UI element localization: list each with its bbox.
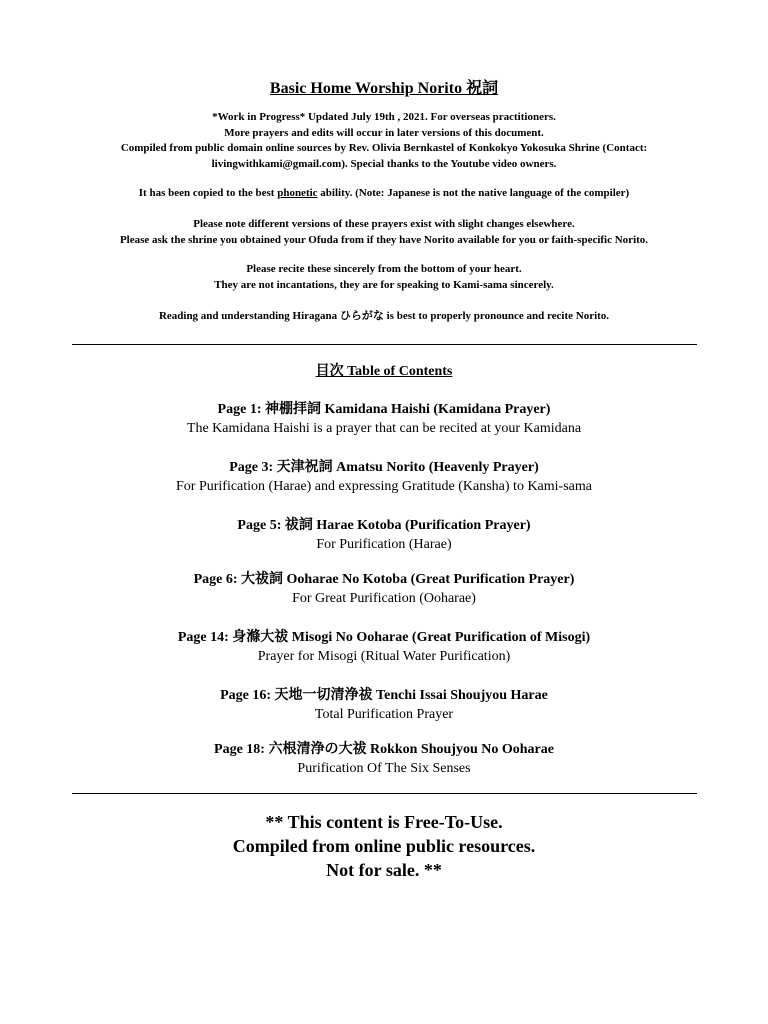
toc-entry <box>0 516 768 554</box>
intro-line: *Work in Progress* Updated July 19th , 2021. For overseas practitioners. <box>212 111 556 123</box>
intro-block-hiragana <box>0 309 768 325</box>
toc-entry-description: Purification Of The Six Senses <box>297 761 471 776</box>
toc-entry-description: For Purification (Harae) and expressing Gratitude (Kansha) to Kami-sama <box>176 479 592 494</box>
phonetic-note <box>0 186 768 202</box>
divider <box>72 793 697 794</box>
toc-entry <box>0 628 768 666</box>
toc-entry-description: For Purification (Harae) <box>316 537 452 552</box>
toc-entry-heading: Page 1: 神棚拝詞 Kamidana Haishi (Kamidana Prayer) <box>217 402 551 417</box>
intro-block-sincerity <box>0 262 768 293</box>
toc-entry-description: The Kamidana Haishi is a prayer that can be recited at your Kamidana <box>186 421 582 436</box>
toc-entry-heading: Page 5: 祓詞 Harae Kotoba (Purification Prayer) <box>237 518 531 533</box>
footer-line: Compiled from online public resources. <box>232 836 536 856</box>
phonetic-note-after: ability. (Note: Japanese is not the native language of the compiler) <box>317 187 630 199</box>
toc-entry-description: Prayer for Misogi (Ritual Water Purification) <box>257 649 511 664</box>
intro-line: Please note different versions of these prayers exist with slight changes elsewhere. <box>193 218 575 230</box>
intro-line: Compiled from public domain online sources by Rev. Olivia Bernkastel of Konkokyo Yokosuka Shrine (Contact: <box>120 142 648 154</box>
toc-entry <box>0 458 768 496</box>
toc-entry-description: Total Purification Prayer <box>314 707 454 722</box>
toc-entry-description: For Great Purification (Ooharae) <box>292 591 476 606</box>
toc-entry-heading: Page 14: 身滌大祓 Misogi No Ooharae (Great Purification of Misogi) <box>177 630 591 645</box>
intro-block-phonetic <box>0 186 768 202</box>
toc-entry <box>0 686 768 724</box>
intro-line: Please recite these sincerely from the bottom of your heart. <box>246 263 522 275</box>
divider <box>72 344 697 345</box>
toc-entry <box>0 740 768 778</box>
intro-line: They are not incantations, they are for speaking to Kami-sama sincerely. <box>214 278 554 291</box>
document-title: Basic Home Worship Norito 祝詞 <box>269 80 499 97</box>
toc-entry <box>0 570 768 608</box>
intro-block-versions <box>0 217 768 248</box>
toc-entry-heading: Page 16: 天地一切清浄祓 Tenchi Issai Shoujyou Harae <box>220 688 548 703</box>
phonetic-note-before: It has been copied to the best <box>138 187 278 199</box>
intro-line: Please ask the shrine you obtained your Ofuda from if they have Norito available for you or faith-specific Norito. <box>119 233 649 246</box>
intro-block-updates <box>0 110 768 172</box>
footer-line: ** This content is Free-To-Use. <box>265 812 503 832</box>
intro-line: livingwithkami@gmail.com). Special thanks to the Youtube video owners. <box>211 157 557 170</box>
toc-heading: 目次 Table of Contents <box>315 364 453 379</box>
toc-entry-heading: Page 6: 大祓詞 Ooharae No Kotoba (Great Purification Prayer) <box>193 572 575 587</box>
phonetic-note-underlined: phonetic <box>277 187 318 199</box>
toc-entry-heading: Page 3: 天津祝詞 Amatsu Norito (Heavenly Prayer) <box>229 460 539 475</box>
footer-notice <box>0 810 768 882</box>
toc-entry-heading: Page 18: 六根清浄の大祓 Rokkon Shoujyou No Ooharae <box>214 742 554 757</box>
toc-entry <box>0 400 768 438</box>
intro-line: Reading and understanding Hiragana ひらがな is best to properly pronounce and recite Norito. <box>158 310 610 322</box>
intro-line: More prayers and edits will occur in later versions of this document. <box>224 126 544 139</box>
footer-line: Not for sale. ** <box>326 860 442 880</box>
